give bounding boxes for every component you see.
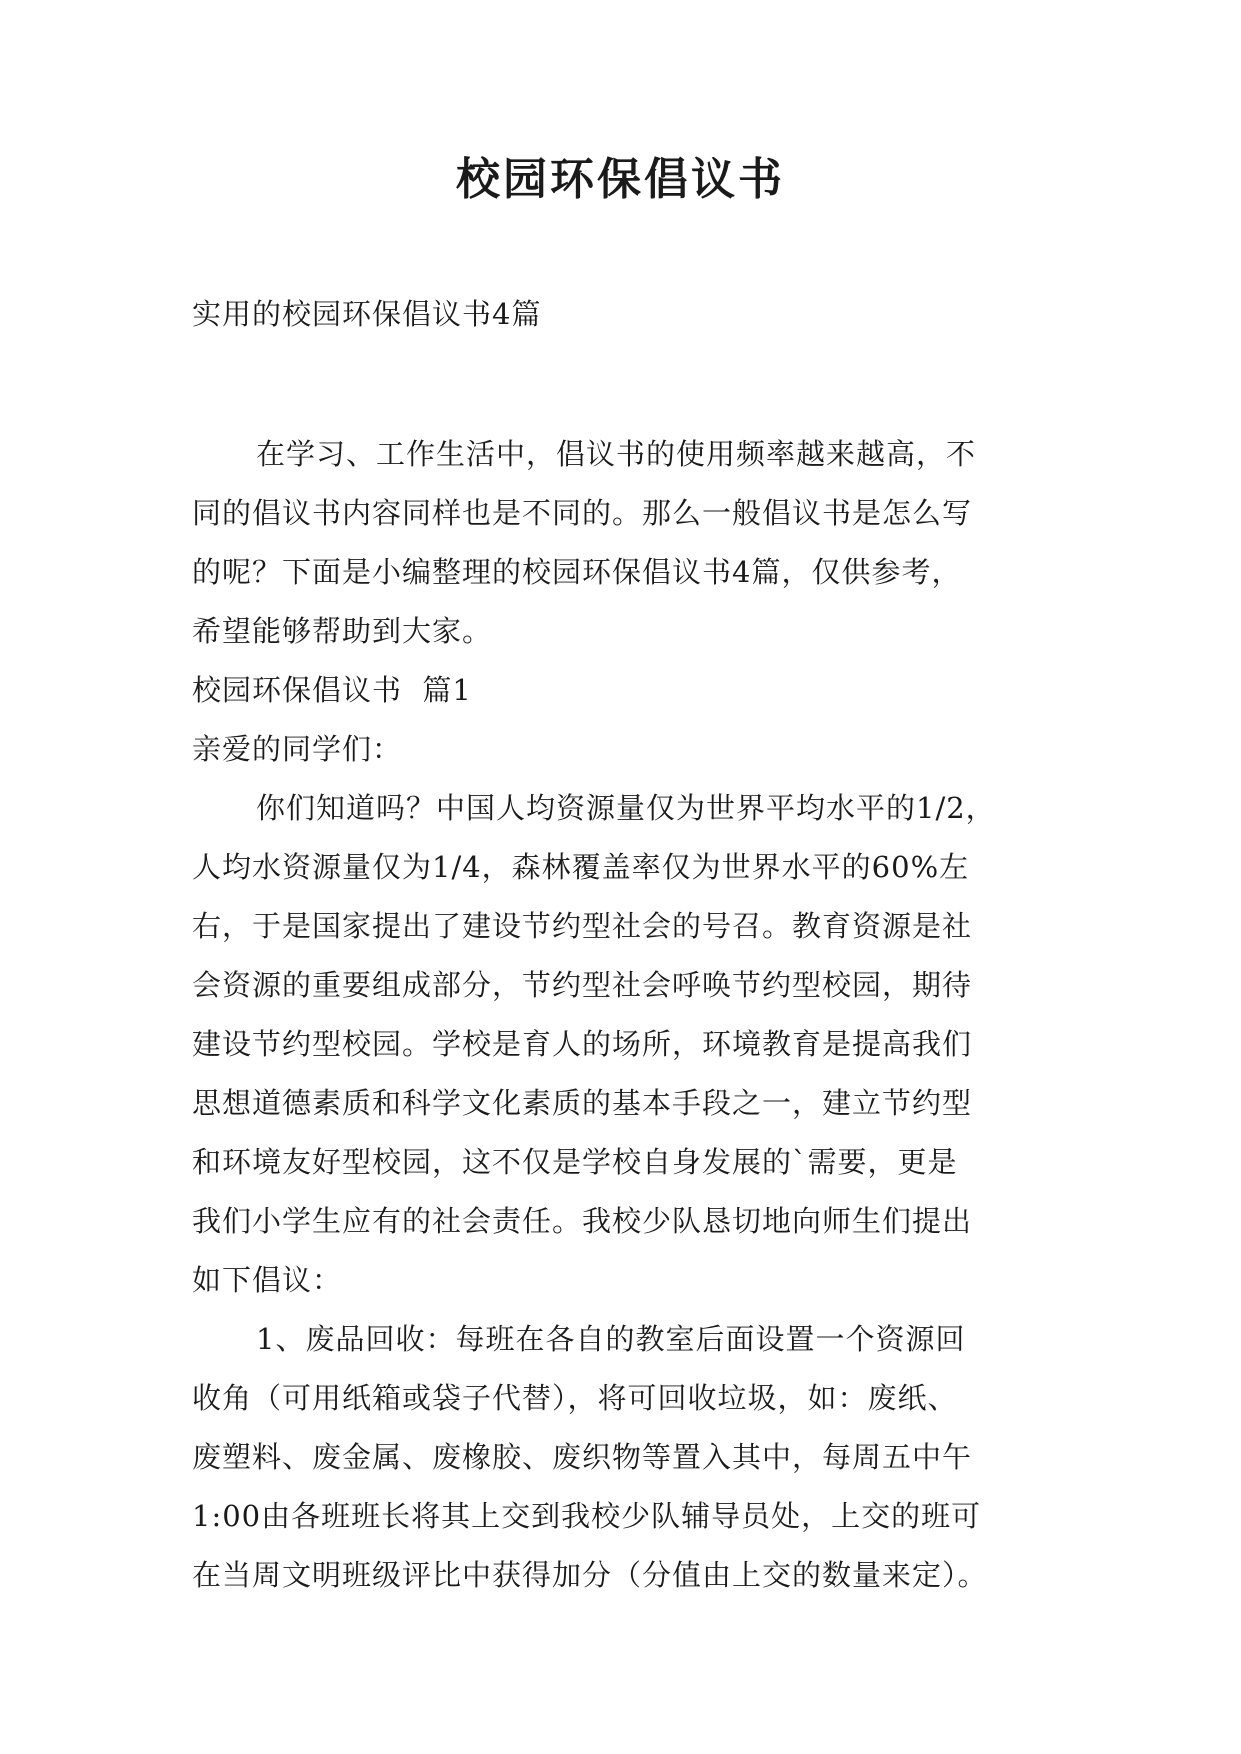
- body-line: 会资源的重要组成部分，节约型社会呼唤节约型校园，期待: [192, 968, 973, 1002]
- section-heading: 校园环保倡议书 篇1: [192, 673, 472, 707]
- item-line: 1:00由各班班长将其上交到我校少队辅导员处，上交的班可: [192, 1499, 982, 1533]
- body-line: 如下倡议：: [192, 1263, 343, 1297]
- intro-line: 希望能够帮助到大家。: [192, 614, 493, 648]
- spacer: [192, 344, 1052, 425]
- item-line: 在当周文明班级评比中获得加分（分值由上交的数量来定）。: [192, 1558, 988, 1592]
- item-line: 1、废品回收：每班在各自的教室后面设置一个资源回: [256, 1322, 966, 1356]
- body-line: 人均水资源量仅为1/4，森林覆盖率仅为世界水平的60%左: [192, 850, 970, 884]
- intro-line: 同的倡议书内容同样也是不同的。那么一般倡议书是怎么写: [192, 496, 973, 530]
- salutation: 亲爱的同学们：: [192, 732, 403, 766]
- body-line: 建设节约型校园。学校是育人的场所，环境教育是提高我们: [192, 1027, 973, 1061]
- document-body: [192, 285, 1052, 1605]
- intro-line: 在学习、工作生活中，倡议书的使用频率越来越高，不: [256, 437, 977, 471]
- body-line: 你们知道吗？中国人均资源量仅为世界平均水平的1/2，: [256, 791, 996, 825]
- document-title: 校园环保倡议书: [456, 154, 785, 205]
- item-line: 废塑料、废金属、废橡胶、废织物等置入其中，每周五中午: [192, 1440, 973, 1474]
- body-line: 和环境友好型校园，这不仅是学校自身发展的`需要，更是: [192, 1145, 958, 1179]
- body-line: 我们小学生应有的社会责任。我校少队恳切地向师生们提出: [192, 1204, 973, 1238]
- body-line: 思想道德素质和科学文化素质的基本手段之一，建立节约型: [192, 1086, 973, 1120]
- subtitle: 实用的校园环保倡议书4篇: [192, 297, 542, 331]
- item-line: 收角（可用纸箱或袋子代替），将可回收垃圾，如：废纸、: [192, 1381, 958, 1415]
- intro-line: 的呢？下面是小编整理的校园环保倡议书4篇，仅供参考，: [192, 555, 962, 589]
- body-line: 右，于是国家提出了建设节约型社会的号召。教育资源是社: [192, 909, 973, 943]
